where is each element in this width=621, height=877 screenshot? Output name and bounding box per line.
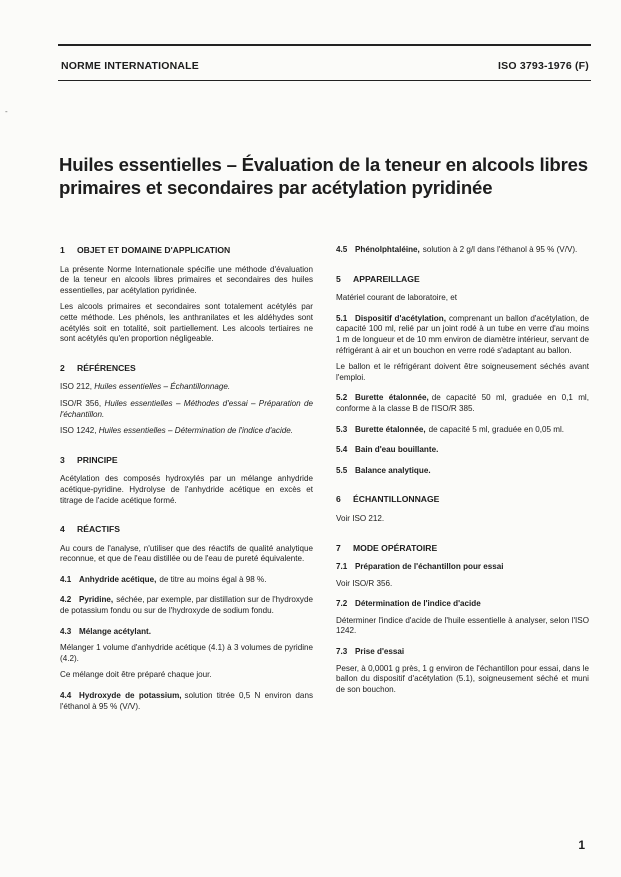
reagent-item: 4.3 Mélange acétylant.	[60, 626, 151, 636]
apparatus-item: 5.2 Burette étalonnée, de capacité 50 ml, graduée en 0,1 ml, conforme à la classe B de l'ISO/R 385.	[336, 393, 589, 413]
right-column	[336, 245, 589, 701]
page-title	[59, 153, 599, 199]
reagent-item: 4.5 Phénolphtaléine, solution à 2 g/l dans l'éthanol à 95 % (V/V).	[336, 245, 578, 254]
paragraph: Voir ISO 212.	[336, 513, 385, 523]
paragraph: Peser, à 0,0001 g près, 1 g environ de l'échantillon pour essai, dans le ballon du dispositif d'acétylation (5.1), soigneusement séché et muni de son bouchon.	[336, 663, 589, 694]
reagent-item: 4.2 Pyridine, séchée, par exemple, par distillation sur de l'hydroxyde de potassium fondu ou sur de l'hydroxyde de sodium fondu.	[60, 595, 313, 616]
section-heading: 5 APPAREILLAGE	[336, 273, 420, 284]
section-heading: 4 RÉACTIFS	[60, 524, 120, 535]
paragraph: La présente Norme Internationale spécifie une méthode d'évaluation de la teneur en alcools libres primaires et secondaires des huiles essentielles, par acétylation pyridinée.	[60, 264, 313, 295]
apparatus-item: 5.5 Balance analytique.	[336, 465, 431, 475]
header-standard-code: ISO 3793-1976 (F)	[498, 60, 589, 72]
header-standard-type: NORME INTERNATIONALE	[61, 60, 199, 72]
header-top-rule	[58, 44, 591, 46]
paragraph: Voir ISO/R 356.	[336, 578, 393, 588]
section-heading: 7 MODE OPÉRATOIRE	[336, 542, 438, 553]
paragraph: Le ballon et le réfrigérant doivent être soigneusement séchés avant l'emploi.	[336, 362, 589, 382]
paragraph: Acétylation des composés hydroxylés par un mélange anhydride acétique-pyridine. Hydrolyse de l'anhydride acétique en excès et titrage de l'acide acétique formé.	[60, 474, 313, 505]
title-line-2: primaires et secondaires par acétylation pyridinée	[59, 177, 493, 198]
title-line-1: Huiles essentielles – Évaluation de la teneur en alcools libres	[59, 154, 588, 175]
paragraph: Déterminer l'indice d'acide de l'huile essentielle à analyser, selon l'ISO 1242.	[336, 615, 589, 636]
page-number: 1	[578, 838, 585, 852]
reference-item: ISO 212, Huiles essentielles – Échantillonnage.	[60, 382, 231, 392]
section-heading: 2 RÉFÉRENCES	[60, 362, 136, 373]
paragraph: Ce mélange doit être préparé chaque jour.	[60, 670, 212, 680]
procedure-heading: 7.1 Préparation de l'échantillon pour essai	[336, 562, 504, 572]
reference-item: ISO 1242, Huiles essentielles – Détermination de l'indice d'acide.	[60, 426, 294, 436]
paragraph: Matériel courant de laboratoire, et	[336, 293, 458, 303]
section-heading: 3 PRINCIPE	[60, 454, 118, 465]
apparatus-item: 5.3 Burette étalonnée, de capacité 5 ml, graduée en 0,05 ml.	[336, 424, 565, 434]
reference-item: ISO/R 356, Huiles essentielles – Méthodes d'essai – Préparation de l'échantillon.	[60, 398, 313, 419]
header-bottom-rule	[58, 80, 591, 81]
apparatus-item: 5.4 Bain d'eau bouillante.	[336, 445, 439, 455]
paragraph: Les alcools primaires et secondaires sont totalement acétylés par cette méthode. Les phénols, les anthranilates et les aldéhydes sont acétylés soit en totalité, soit partiellement. Les alcools tertiaires ne sont acétylés qu'en proportion négligeable.	[60, 302, 313, 344]
section-heading: 6 ÉCHANTILLONNAGE	[336, 494, 440, 505]
reagent-item: 4.1 Anhydride acétique, de titre au moins égal à 98 %.	[60, 574, 267, 584]
apparatus-item: 5.1 Dispositif d'acétylation, comprenant un ballon d'acétylation, de capacité 100 ml, relié par un joint rodé à un tube en verre d'au moins 1 m de longueur et de 10 mm environ de diamètre intérieur, servant de réfrigérant à air et un bouchon en verre rodé s'adaptant au ballon.	[336, 313, 589, 355]
paragraph: Au cours de l'analyse, n'utiliser que des réactifs de qualité analytique reconnue, et que de l'eau distillée ou de l'eau de pureté équivalente.	[60, 543, 313, 564]
margin-mark: -	[5, 107, 8, 116]
procedure-heading: 7.2 Détermination de l'indice d'acide	[336, 599, 481, 609]
procedure-heading: 7.3 Prise d'essai	[336, 647, 405, 657]
left-column	[60, 245, 313, 718]
paragraph: Mélanger 1 volume d'anhydride acétique (4.1) à 3 volumes de pyridine (4.2).	[60, 643, 313, 663]
reagent-item: 4.4 Hydroxyde de potassium, solution titrée 0,5 N environ dans l'éthanol à 95 % (V/V).	[60, 691, 313, 711]
section-heading: 1 OBJET ET DOMAINE D'APPLICATION	[60, 245, 231, 255]
